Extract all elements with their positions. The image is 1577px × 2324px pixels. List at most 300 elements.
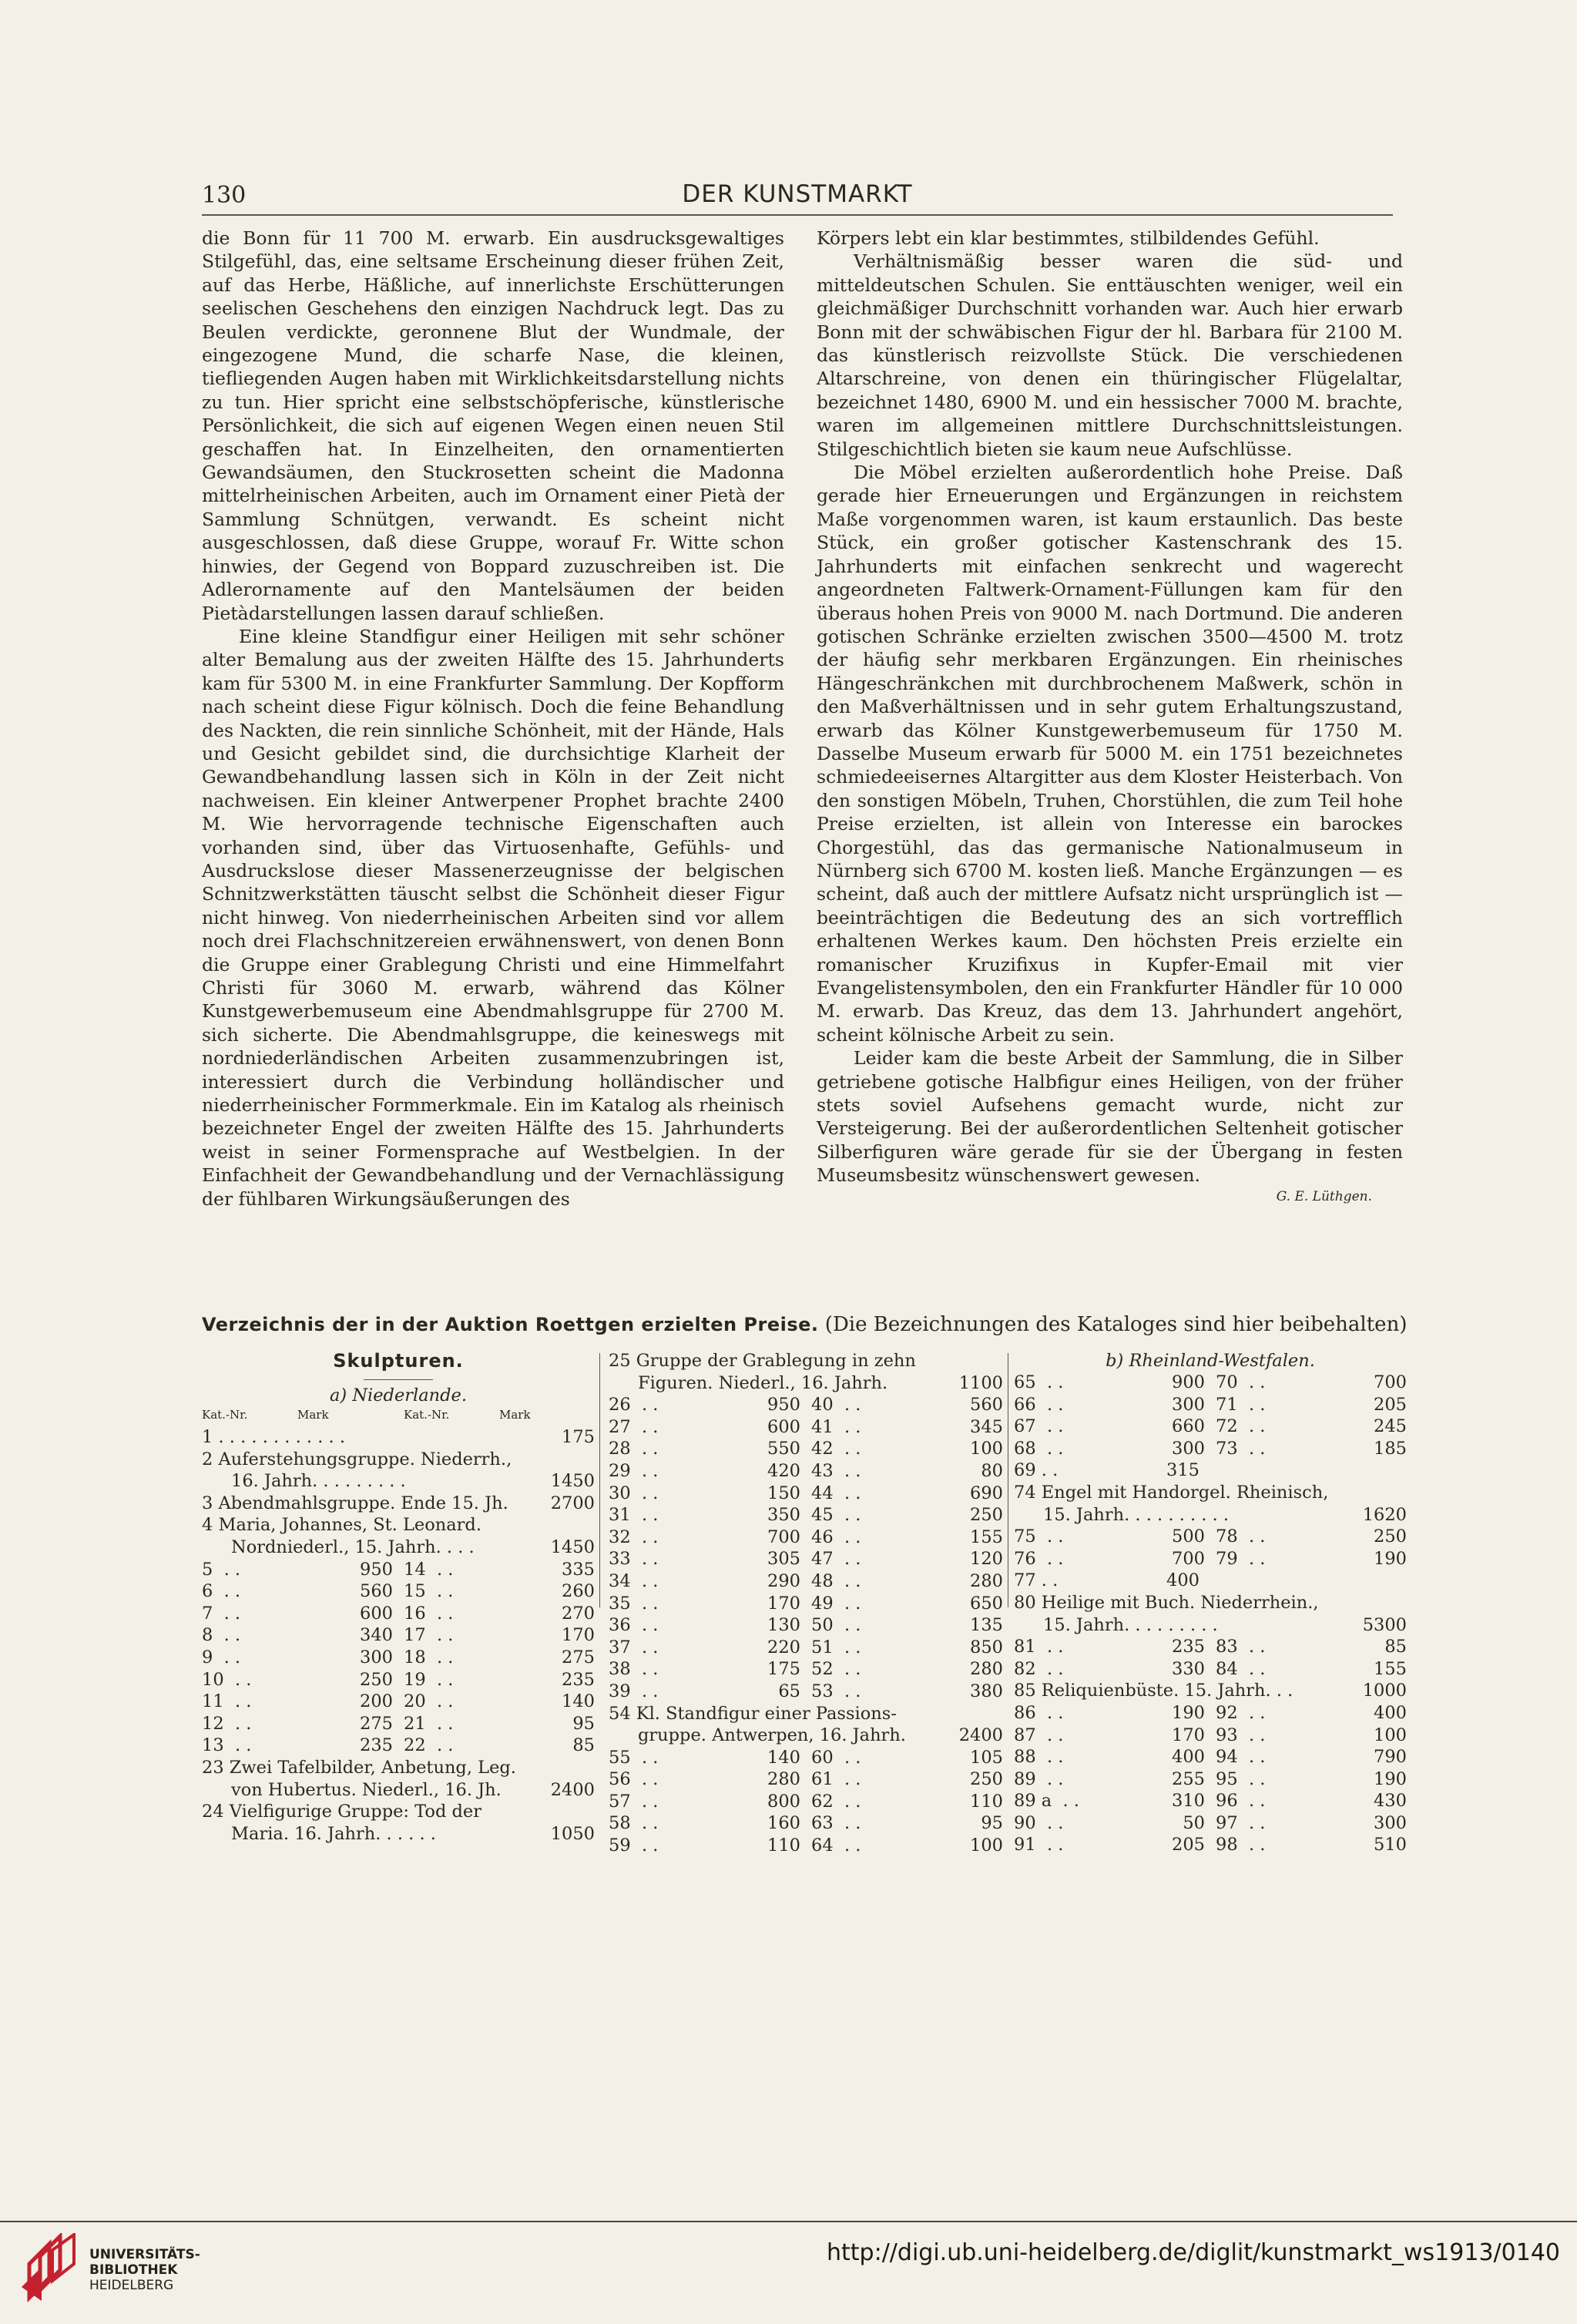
entry-price: 170 [562, 1625, 595, 1646]
entry-price: 1100 [958, 1372, 1003, 1393]
list-item: 23 Zwei Tafelbilder, Anbetung, Leg. [202, 1757, 516, 1778]
list-item: 2 Auferstehungsgruppe. Niederrh., [202, 1449, 512, 1469]
entry-price: 250 [970, 1769, 1003, 1790]
entry-price: 250 [970, 1505, 1003, 1526]
entry-price: 205 [1172, 1835, 1205, 1856]
entry-nr: 57 [609, 1791, 631, 1812]
entry-nr: 31 [609, 1505, 631, 1526]
paragraph: Körpers lebt ein klar bestimmtes, stilbildendes Gefühl. [817, 227, 1320, 249]
entry-price: 1000 [1362, 1681, 1407, 1701]
price-entry: 87 . . 170 [1014, 1725, 1205, 1745]
entry-nr: 98 [1216, 1835, 1238, 1856]
entry-price: 235 [562, 1669, 595, 1690]
price-row [1014, 1746, 1407, 1768]
entry-nr: 27 [609, 1416, 631, 1437]
entry-price: 155 [1374, 1658, 1407, 1679]
price-entry: 72 . . 245 [1216, 1416, 1407, 1437]
price-entry: 96 . . 430 [1216, 1791, 1407, 1812]
entry-price: 430 [1374, 1791, 1407, 1812]
entry-nr: 88 [1014, 1747, 1036, 1768]
price-row [609, 1791, 1003, 1813]
price-entry: 5 . . 950 [202, 1559, 393, 1580]
entry-nr: 77 [1014, 1570, 1036, 1591]
entry-nr: 70 [1216, 1372, 1238, 1392]
entry-nr: 11 [202, 1691, 224, 1712]
price-row [609, 1483, 1003, 1505]
entry-nr: 1 [202, 1427, 213, 1447]
divider [364, 1379, 433, 1380]
entry-price: 175 [767, 1659, 800, 1680]
price-entry: 12 . . 275 [202, 1713, 393, 1734]
price-entry: 29 . . 420 [609, 1460, 800, 1481]
entry-nr: 20 [404, 1691, 426, 1712]
entry-price: 275 [562, 1647, 595, 1667]
entry-price: 100 [1374, 1725, 1407, 1745]
entry-price: 170 [767, 1593, 800, 1614]
entry-nr: 96 [1216, 1791, 1238, 1812]
entry-price: 220 [767, 1637, 800, 1657]
entry-price: 95 [572, 1713, 595, 1734]
entry-text: von Hubertus. Niederl., 16. Jh. [231, 1779, 502, 1800]
paragraph: die Bonn für 11 700 M. erwarb. Ein ausdrucksgewaltiges Stilgefühl, das, eine seltsame Erscheinung dieser frühen Zeit, auf das Herbe, Häßliche, auf innerlichste Erschütterungen seelischen Geschehens den einzigen Nachdruck legt. Das zu Beulen verdickte, geronnene Blut der Wundmale, der eingezogene Mund, die scharfe Nase, die kleinen, tiefliegenden Augen haben mit Wirklichkeitsdarstellung nichts zu tun. Hier spricht eine selbstschöpferische, künstlerische Persönlichkeit, die sich auf eigenen Wegen einen neuen Stil geschaffen hat. In Einzelheiten, den ornamentierten Gewandsäumen, den Stuckrosetten scheint die Madonna mittelrheinischen Arbeiten, auch im Ornament einer Pietà der Sammlung Schnütgen, verwandt. Es scheint nicht ausgeschlossen, daß diese Gruppe, worauf Fr. Witte schon hinwies, der Gegend von Boppard zuzuschreiben ist. Die Adlerornamente auf den Mantelsäumen der beiden Pietàdarstellungen lassen darauf schließen. [202, 227, 784, 624]
entry-nr: 14 [404, 1559, 426, 1580]
price-entry: 90 . . 50 [1014, 1812, 1205, 1833]
entry-price: 305 [767, 1549, 800, 1570]
entry-nr: 90 [1014, 1812, 1036, 1833]
price-row [202, 1647, 595, 1669]
price-entry: 16 . . 270 [404, 1603, 595, 1624]
section-heading: Skulpturen. [333, 1350, 464, 1372]
price-entry: 32 . . 700 [609, 1526, 800, 1547]
entry-price: 65 [778, 1681, 800, 1701]
list-item: 1 . . . . . . . . . . . . 175 [202, 1427, 595, 1447]
price-row [609, 1658, 1003, 1681]
entry-price: 130 [767, 1615, 800, 1636]
entry-nr: 21 [404, 1713, 426, 1734]
price-row [609, 1394, 1003, 1416]
entry-nr: 8 [202, 1625, 213, 1646]
entry-price: 700 [1374, 1372, 1407, 1392]
entry-nr: 18 [404, 1647, 426, 1667]
entry-nr: 19 [404, 1669, 426, 1690]
price-row [1014, 1416, 1407, 1438]
price-entry: 81 . . 235 [1014, 1637, 1205, 1657]
price-entry: 94 . . 790 [1216, 1747, 1407, 1768]
entry-nr: 94 [1216, 1747, 1238, 1768]
list-item-cont: Maria. 16. Jahrh. . . . . . 1050 [231, 1823, 595, 1844]
list-item: 85 Reliquienbüste. 15. Jahrh. . . 1000 [1014, 1681, 1407, 1701]
entry-nr: 29 [609, 1460, 631, 1481]
header-mark: Mark [499, 1408, 531, 1422]
price-entry: 43 . . 80 [811, 1460, 1003, 1481]
entry-price: 300 [1172, 1394, 1205, 1415]
entry-nr: 58 [609, 1813, 631, 1834]
entry-price: 50 [1183, 1812, 1205, 1833]
entry-nr: 86 [1014, 1702, 1036, 1723]
entry-nr: 91 [1014, 1835, 1036, 1856]
price-entry: 15 . . 260 [404, 1581, 595, 1602]
entry-nr: 22 [404, 1735, 426, 1756]
price-row [1014, 1768, 1407, 1791]
price-entry: 89 . . 255 [1014, 1768, 1205, 1789]
price-row [202, 1669, 595, 1691]
price-entry: 52 . . 280 [811, 1659, 1003, 1680]
entry-price: 650 [970, 1593, 1003, 1614]
entry-nr: 50 [811, 1615, 834, 1636]
entry-nr: 35 [609, 1593, 631, 1614]
entry-nr: 33 [609, 1549, 631, 1570]
price-entry: 18 . . 275 [404, 1647, 595, 1667]
entry-price: 500 [1172, 1526, 1205, 1547]
entry-price: 350 [767, 1505, 800, 1526]
list-item: 25 Gruppe der Grablegung in zehn [609, 1351, 916, 1371]
entry-price: 110 [767, 1835, 800, 1856]
entry-nr: 39 [609, 1681, 631, 1701]
entry-nr: 38 [609, 1659, 631, 1680]
entry-price: 100 [970, 1439, 1003, 1459]
entry-price: 250 [360, 1669, 393, 1690]
list-item: 77 . . 400 [1014, 1570, 1200, 1591]
price-list-title [202, 1313, 1408, 1336]
entry-nr: 67 [1014, 1416, 1036, 1437]
price-row [202, 1713, 595, 1735]
price-row [202, 1603, 595, 1625]
price-entry: 59 . . 110 [609, 1835, 800, 1856]
article-column-right [817, 227, 1403, 1298]
entry-nr: 37 [609, 1637, 631, 1657]
price-pairs [609, 1394, 1003, 1702]
source-url[interactable]: http://digi.ub.uni-heidelberg.de/diglit/kunstmarkt_ws1913/0140 [827, 2239, 1560, 2266]
entry-nr: 9 [202, 1647, 213, 1667]
price-entry: 10 . . 250 [202, 1669, 393, 1690]
entry-price: 900 [1172, 1372, 1205, 1392]
price-row [609, 1460, 1003, 1483]
entry-nr: 42 [811, 1439, 834, 1459]
entry-price: 280 [767, 1769, 800, 1790]
entry-price: 235 [1172, 1637, 1205, 1657]
entry-price: 330 [1172, 1658, 1205, 1679]
entry-nr: 6 [202, 1581, 213, 1602]
entry-nr: 89 [1014, 1768, 1036, 1789]
entry-nr: 53 [811, 1681, 834, 1701]
entry-price: 245 [1374, 1416, 1407, 1437]
entry-price: 1450 [550, 1536, 595, 1557]
price-row [609, 1637, 1003, 1659]
entry-price: 335 [562, 1559, 595, 1580]
running-title: DER KUNSTMARKT [682, 180, 913, 208]
library-line: UNIVERSITÄTS- [89, 2247, 200, 2262]
entry-price: 250 [1374, 1526, 1407, 1547]
entry-price: 255 [1172, 1768, 1205, 1789]
price-entry: 9 . . 300 [202, 1647, 393, 1667]
price-row [202, 1559, 595, 1581]
entry-price: 140 [767, 1747, 800, 1768]
entry-price: 420 [767, 1460, 800, 1481]
entry-price: 315 [1166, 1460, 1200, 1481]
entry-nr: 64 [811, 1835, 834, 1856]
entry-price: 310 [1172, 1791, 1205, 1812]
price-pairs [609, 1747, 1003, 1857]
price-entry: 91 . . 205 [1014, 1835, 1205, 1856]
price-row [1014, 1658, 1407, 1681]
price-entry: 66 . . 300 [1014, 1394, 1205, 1415]
entry-price: 190 [1374, 1548, 1407, 1569]
price-entry: 44 . . 690 [811, 1483, 1003, 1503]
entry-price: 950 [767, 1395, 800, 1416]
list-item: 24 Vielfigurige Gruppe: Tod der [202, 1802, 481, 1822]
entry-nr: 10 [202, 1669, 224, 1690]
entry-price: 560 [970, 1395, 1003, 1416]
paragraph: Eine kleine Standfigur einer Heiligen mit sehr schöner alter Bemalung aus der zweiten Hälfte des 15. Jahrhunderts kam für 5300 M. in eine Frankfurter Sammlung. Der Kopfform nach scheint diese Figur kölnisch. Doch die feine Behandlung des Nackten, die rein sinnliche Schönheit, mit der Hände, Hals und Gesicht gebildet sind, die durchsichtige Klarheit der Gewandbehandlung lassen sich in Köln in der Zeit nicht nachweisen. Ein kleiner Antwerpener Prophet brachte 2400 M. Wie hervorragende technische Eigenschaften auch vorhanden sind, über das Virtuosenhafte, Gefühls- und Ausdruckslose dieser Massenerzeugnisse der belgischen Schnitzwerkstätten täuscht selbst die Schönheit dieser Figur nicht hinweg. Von niederrheinischen Arbeiten sind vor allem noch drei Flachschnitzereien erwähnenswert, von denen Bonn die Gruppe einer Grablegung Christi und eine Himmelfahrt Christi für 3060 M. erwarb, während das Kölner Kunstgewerbemuseum eine Abendmahlsgruppe für 2700 M. sich sicherte. Die Abendmahlsgruppe, die keineswegs mit nordniederländischen Arbeiten zusammenzubringen ist, interessiert durch die Verbindung holländischer und niederrheinischer Formmerkmale. Ein im Katalog als rheinisch bezeichneter Engel der zweiten Hälfte des 15. Jahrhunderts weist in seiner Formensprache auf Westbelgien. In der Einfachheit der Gewandbehandlung und der Vernachlässigung der fühlbaren Wirkungsäußerungen des [202, 625, 784, 1210]
list-item-cont [202, 1779, 595, 1802]
entry-price: 205 [1374, 1394, 1407, 1415]
entry-nr: 44 [811, 1483, 834, 1503]
entry-nr: 40 [811, 1395, 834, 1416]
entry-nr: 66 [1014, 1394, 1036, 1415]
price-row [1014, 1394, 1407, 1416]
price-entry: 68 . . 300 [1014, 1438, 1205, 1459]
price-row [609, 1812, 1003, 1835]
entry-text: Figuren. Niederl., 16. Jahrh. [638, 1372, 888, 1393]
price-row [1014, 1526, 1407, 1548]
entry-price: 1620 [1362, 1504, 1407, 1525]
entry-nr: 69 [1014, 1460, 1036, 1481]
entry-nr: 5 [202, 1559, 213, 1580]
entry-price: 950 [360, 1559, 393, 1580]
entry-nr: 72 [1216, 1416, 1238, 1437]
price-entry: 11 . . 200 [202, 1691, 393, 1712]
price-pairs [1014, 1636, 1407, 1680]
price-entry: 62 . . 110 [811, 1791, 1003, 1812]
price-row [609, 1835, 1003, 1857]
entry-price: 560 [360, 1581, 393, 1602]
price-row [609, 1526, 1003, 1549]
list-item: 4 Maria, Johannes, St. Leonard. [202, 1515, 481, 1536]
entry-nr: 89 a [1014, 1791, 1052, 1812]
price-entry: 78 . . 250 [1216, 1526, 1407, 1547]
library-line: HEIDELBERG [89, 2278, 174, 2293]
price-column-3 [1014, 1350, 1407, 1856]
price-entry: 20 . . 140 [404, 1691, 595, 1712]
entry-nr: 52 [811, 1659, 834, 1680]
price-entry: 45 . . 250 [811, 1505, 1003, 1526]
list-item [202, 1493, 595, 1515]
list-item: 80 Heilige mit Buch. Niederrhein., [1014, 1592, 1319, 1613]
price-entry: 63 . . 95 [811, 1813, 1003, 1834]
entry-nr: 43 [811, 1460, 834, 1481]
entry-nr: 87 [1014, 1725, 1036, 1745]
price-entry: 19 . . 235 [404, 1669, 595, 1690]
price-entry: 31 . . 350 [609, 1505, 800, 1526]
entry-price: 85 [1384, 1637, 1407, 1657]
price-entry: 38 . . 175 [609, 1659, 800, 1680]
entry-price: 290 [767, 1570, 800, 1591]
price-entry: 34 . . 290 [609, 1570, 800, 1591]
entry-nr: 75 [1014, 1526, 1036, 1547]
price-entry: 17 . . 170 [404, 1625, 595, 1646]
entry-price: 185 [1374, 1438, 1407, 1459]
entry-price: 600 [767, 1416, 800, 1437]
entry-price: 300 [360, 1647, 393, 1667]
entry-price: 200 [360, 1691, 393, 1712]
entry-price: 550 [767, 1439, 800, 1459]
library-logo-icon [18, 2233, 77, 2304]
price-row [609, 1570, 1003, 1593]
entry-nr: 84 [1216, 1658, 1238, 1679]
entry-nr: 83 [1216, 1637, 1238, 1657]
price-row [609, 1614, 1003, 1637]
list-item-cont [609, 1725, 1003, 1747]
price-entry: 89 a . . 310 [1014, 1791, 1205, 1812]
price-entry: 92 . . 400 [1216, 1702, 1407, 1723]
entry-price: 105 [970, 1747, 1003, 1768]
entry-nr: 65 [1014, 1372, 1036, 1392]
entry-nr: 95 [1216, 1768, 1238, 1789]
entry-price: 100 [970, 1835, 1003, 1856]
list-item: 69 . . 315 [1014, 1460, 1200, 1481]
price-row [1014, 1702, 1407, 1725]
price-entry: 39 . . 65 [609, 1681, 800, 1701]
entry-price: 110 [970, 1791, 1003, 1812]
article-column-left [202, 227, 784, 1211]
page-number: 130 [202, 182, 247, 209]
price-row [609, 1681, 1003, 1703]
entry-price: 95 [981, 1813, 1003, 1834]
paragraph: Die Möbel erzielten außerordentlich hohe Preise. Daß gerade hier Erneuerungen und Ergänzungen in reichstem Maße vorgenommen waren, ist kaum erstaunlich. Das beste Stück, ein großer gotischer Kastenschrank des 15. Jahrhunderts mit einfachen senkrecht und wagerecht angeordneten Faltwerk-Ornament-Füllungen kam für den überaus hohen Preis von 9000 M. nach Dortmund. Die anderen gotischen Schränke erzielten zwischen 3500—4500 M. trotz der häufig sehr merkbaren Ergänzungen. Ein rheinisches Hängeschränkchen mit durchbrochenem Maßwerk, schön in den Maßverhältnissen und in sehr gutem Erhaltungszustand, erwarb das Kölner Kunstgewerbemuseum für 1750 M. Dasselbe Museum erwarb für 5000 M. ein 1751 bezeichnetes schmiedeeisernes Altargitter aus dem Kloster Heisterbach. Von den sonstigen Möbeln, Truhen, Chorstühlen, die zum Teil hohe Preise erzielten, ist allein von Interesse ein barockes Chorgestühl, das das germanische Nationalmuseum in Nürnberg sich 6700 M. kosten ließ. Manche Ergänzungen — es scheint, daß auch der mittlere Aufsatz nicht ursprünglich ist — beeinträchtigen die Bedeutung des an sich vortrefflich erhaltenen Werkes kaum. Den höchsten Preis erzielte ein romanischer Kruzifixus in Kupfer-Email mit vier Evangelistensymbolen, den ein Frankfurter Händler für 10 000 M. erwarb. Das Kreuz, das dem 13. Jahrhundert angehört, scheint kölnische Arbeit zu sein. [817, 462, 1403, 1046]
entry-nr: 97 [1216, 1812, 1238, 1833]
price-entry: 7 . . 600 [202, 1603, 393, 1624]
entry-price: 120 [970, 1549, 1003, 1570]
price-entry: 65 . . 900 [1014, 1372, 1205, 1392]
entry-price: 140 [562, 1691, 595, 1712]
price-entry: 48 . . 280 [811, 1570, 1003, 1591]
entry-nr: 46 [811, 1526, 834, 1547]
price-pairs [1014, 1526, 1407, 1570]
price-entry: 75 . . 500 [1014, 1526, 1205, 1547]
entry-price: 800 [767, 1791, 800, 1812]
entry-price: 300 [1374, 1812, 1407, 1833]
entry-price: 275 [360, 1713, 393, 1734]
entry-text: Maria. 16. Jahrh. [231, 1823, 381, 1844]
subsection-heading: a) Niederlande. [330, 1385, 467, 1405]
entry-price: 135 [970, 1615, 1003, 1636]
entry-nr: 34 [609, 1570, 631, 1591]
list-item-cont [609, 1372, 1003, 1395]
price-row [1014, 1834, 1407, 1856]
price-row [1014, 1372, 1407, 1394]
price-entry: 42 . . 100 [811, 1439, 1003, 1459]
header-nr: Kat.-Nr. [404, 1408, 450, 1422]
price-row [609, 1747, 1003, 1769]
entry-price: 300 [1172, 1438, 1205, 1459]
price-row [202, 1580, 595, 1603]
entry-nr: 61 [811, 1769, 834, 1790]
entry-price: 175 [562, 1427, 595, 1447]
entry-price: 1050 [550, 1823, 595, 1844]
price-entry: 37 . . 220 [609, 1637, 800, 1657]
list-item: 74 Engel mit Handorgel. Rheinisch, [1014, 1482, 1329, 1503]
price-entry: 26 . . 950 [609, 1395, 800, 1416]
price-pairs [1014, 1702, 1407, 1856]
price-row [1014, 1812, 1407, 1835]
entry-nr: 30 [609, 1483, 631, 1503]
entry-text: 85 Reliquienbüste. 15. Jahrh. [1014, 1681, 1271, 1701]
price-entry: 95 . . 190 [1216, 1768, 1407, 1789]
entry-price: 170 [1172, 1725, 1205, 1745]
entry-price: 2400 [550, 1779, 595, 1800]
author-signature: G. E. Lüthgen. [1276, 1188, 1372, 1204]
price-entry: 56 . . 280 [609, 1769, 800, 1790]
entry-nr: 28 [609, 1439, 631, 1459]
entry-nr: 93 [1216, 1725, 1238, 1745]
entry-nr: 63 [811, 1813, 834, 1834]
running-header [202, 177, 1393, 216]
entry-nr: 16 [404, 1603, 426, 1624]
list-item-cont: 16. Jahrh. . . . . . . . . 1450 [231, 1471, 595, 1492]
entry-nr: 68 [1014, 1438, 1036, 1459]
price-pairs [202, 1559, 595, 1757]
entry-price: 850 [970, 1637, 1003, 1657]
entry-nr: 49 [811, 1593, 834, 1614]
subsection-heading: b) Rheinland-Westfalen. [1106, 1351, 1315, 1371]
price-entry: 41 . . 345 [811, 1416, 1003, 1437]
list-item-cont: 15. Jahrh. . . . . . . . . . 1620 [1043, 1504, 1407, 1525]
price-entry: 61 . . 250 [811, 1769, 1003, 1790]
entry-price: 510 [1374, 1835, 1407, 1856]
entry-nr: 26 [609, 1395, 631, 1416]
price-row [609, 1504, 1003, 1526]
price-row [202, 1624, 595, 1647]
paragraph: Leider kam die beste Arbeit der Sammlung, die in Silber getriebene gotische Halbfigur eines Heiligen, von der früher stets soviel Aufsehens gemacht wurde, nicht zur Versteigerung. Bei der außerordentlichen Seltenheit gotischer Silberfiguren wäre gerade für sie der Übergang in festen Museumsbesitz wünschenswert gewesen. [817, 1047, 1403, 1187]
entry-price: 190 [1172, 1702, 1205, 1723]
price-row [609, 1548, 1003, 1570]
entry-price: 155 [970, 1526, 1003, 1547]
entry-nr: 51 [811, 1637, 834, 1657]
entry-nr: 59 [609, 1835, 631, 1856]
entry-nr: 45 [811, 1505, 834, 1526]
price-entry: 64 . . 100 [811, 1835, 1003, 1856]
price-row [609, 1768, 1003, 1791]
price-entry: 35 . . 170 [609, 1593, 800, 1614]
entry-price: 700 [767, 1526, 800, 1547]
price-entry: 13 . . 235 [202, 1735, 393, 1756]
price-entry: 88 . . 400 [1014, 1747, 1205, 1768]
entry-nr: 13 [202, 1735, 224, 1756]
entry-price: 2400 [958, 1725, 1003, 1746]
price-entry: 97 . . 300 [1216, 1812, 1407, 1833]
price-column-1 [202, 1350, 595, 1845]
entry-text: 3 Abendmahlsgruppe. Ende 15. Jh. [202, 1493, 508, 1513]
price-row [609, 1438, 1003, 1460]
entry-nr: 82 [1014, 1658, 1036, 1679]
list-item-cont: 15. Jahrh. . . . . . . . . 5300 [1043, 1614, 1407, 1635]
price-entry: 71 . . 205 [1216, 1394, 1407, 1415]
paragraph: Verhältnismäßig besser waren die süd- und mitteldeutschen Schulen. Sie enttäuschten weniger, weil ein gleichmäßiger Durchschnitt vorhanden war. Auch hier erwarb Bonn mit der schwäbischen Figur der hl. Barbara für 2100 M. das künstlerisch reizvollste Stück. Die verschiedenen Altarschreine, von denen ein thüringischer Flügelaltar, bezeichnet 1480, 6900 M. und ein hessischer 7000 M. brachte, waren im allgemeinen mittlere Durchschnittsleistungen. Stilgeschichtlich bieten sie kaum neue Aufschlüsse. [817, 250, 1403, 460]
price-row [1014, 1725, 1407, 1747]
entry-price: 235 [360, 1735, 393, 1756]
entry-nr: 79 [1216, 1548, 1238, 1569]
entry-text: 15. Jahrh. [1043, 1614, 1130, 1635]
header-nr: Kat.-Nr. [202, 1408, 248, 1422]
entry-price: 260 [562, 1581, 595, 1602]
price-entry: 60 . . 105 [811, 1747, 1003, 1768]
entry-nr: 12 [202, 1713, 224, 1734]
entry-nr: 7 [202, 1603, 213, 1624]
price-entry: 83 . . 85 [1216, 1637, 1407, 1657]
price-entry: 84 . . 155 [1216, 1658, 1407, 1679]
price-row [1014, 1548, 1407, 1570]
price-entry: 30 . . 150 [609, 1483, 800, 1503]
